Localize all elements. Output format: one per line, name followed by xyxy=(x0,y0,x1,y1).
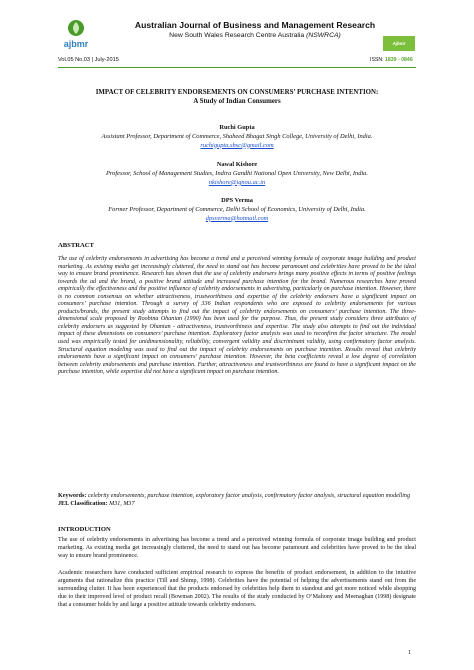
journal-title: Australian Journal of Business and Management Research xyxy=(134,20,376,30)
abstract-text: The use of celebrity endorsements in advertising has become a trend and a perceived winning formula of corporate image building and product marketing. As existing media get increasingly cluttered, the need to stand out has become paramount and celebrities have proved to be the ideal way to ensure brand prominence. Research has shown that the use of celebrity endorsers brings many positive effects in terms of positive feelings towards the ad and the brand, a positive brand attitude and increased purchase intention for the brand. Numerous researches have proved empirically the effectiveness and the positive influence of celebrity endorsements in advertising, particularly on purchase intention. However, there is no common consensus on whether attractiveness, trustworthiness and expertise of the celebrity endorsers have a significant impact on consumers’ purchase intention. Through a survey of 336 Indian respondents who are exposed to celebrity endorsements for various products/brands, the present study attempts to find out the impact of celebrity endorsements on consumers’ purchase intention. The three-dimensional scale proposed by Roobina Ohanian (1990) has been used for the purpose. Thus, the present study considers three attributes of celebrity endorsers as suggested by Ohanian - attractiveness, trustworthiness and expertise. The study also attempts to find out the individual impact of these dimensions on consumers’ purchase intention. Exploratory factor analysis was used to reconfirm the factor structure. The model used was empirically tested for unidimensionality, reliability, convergent validity and discriminant validity, using confirmatory factor analysis. Structural equation modeling was used to find out the impact of celebrity endorsements on purchase intention. Results reveal that celebrity endorsements have a significant impact on consumers’ purchase intention. However, the beta coefficients reveal a low degree of correlation between celebrity endorsements and purchase intention. Further, attractiveness and trustworthiness are found to have a significant impact on the purchase intention, while expertise did not have a significant impact on purchase intention. xyxy=(58,256,416,376)
author-block-1 xyxy=(58,124,416,150)
paper-title: IMPACT OF CELEBRITY ENDORSEMENTS ON CONSUMERS’ PURCHASE INTENTION: xyxy=(95,89,379,96)
author-email[interactable]: nkishore@ignou.ac.in xyxy=(208,178,266,186)
author-email[interactable]: ruchigupta.sbsc@gmail.com xyxy=(200,141,274,149)
keywords-line xyxy=(58,492,416,500)
keywords-block xyxy=(58,492,416,508)
paper-title-block xyxy=(58,88,416,106)
paper-subtitle: A Study of Indian Consumers xyxy=(193,98,281,105)
header-divider xyxy=(58,67,416,68)
intro-paragraph-1: The use of celebrity endorsements in advertising has become a trend and a perceived winning formula of corporate image building and product marketing. As existing media get increasingly cluttered, the need to stand out has become paramount and celebrities have proved to be the ideal way to ensure brand prominence. xyxy=(58,537,416,559)
keywords-label: Keywords: xyxy=(58,493,87,499)
issn-info xyxy=(370,57,413,63)
author-email[interactable]: dpsverma@hotmail.com xyxy=(205,214,269,222)
author-affiliation: Professor, School of Management Studies, Indira Gandhi National Open University, New Delhi, India. xyxy=(106,169,368,177)
author-block-3 xyxy=(58,197,416,223)
author-name: Nawal Kishore xyxy=(216,161,258,168)
volume-info: Vol.05 No.03 | July-2015 xyxy=(58,57,119,63)
publisher-name: New South Wales Research Centre Australia xyxy=(169,32,305,39)
author-name: Ruchi Gupta xyxy=(219,124,255,131)
jel-line xyxy=(58,500,416,508)
page-number: 1 xyxy=(408,650,411,656)
author-name: DPS Verma xyxy=(221,197,253,204)
intro-paragraph-2: Academic researchers have conducted sufficient empirical research to express the benefits of product endorsement, in addition to the intuitive arguments that rationalize this practice (Till and Shimp, 1998). Celebrities have the potential of helping the advertisements stand out from the surrounding clutter. It has been experienced that the products endorsed by celebrities help them to standout and get more noticed while shopping due to their improved level of product recall (Bowman 2002). The results of the study conducted by O’Mahony and Meenaghan (1998) designate that a consumer holds by and large a positive attitude towards celebrity endorsers. xyxy=(58,570,416,608)
author-affiliation: Former Professor, Department of Commerce, Delhi School of Economics, University of Delhi, India. xyxy=(108,205,366,213)
issn-value: 1839 - 0846 xyxy=(385,57,413,63)
author-block-2 xyxy=(58,161,416,187)
journal-badge: Ajbmr xyxy=(383,36,415,51)
introduction-heading: INTRODUCTION xyxy=(58,526,111,533)
author-affiliation: Assistant Professor, Department of Commerce, Shaheed Bhagat Singh College, University of Delhi, India. xyxy=(101,132,373,140)
journal-header xyxy=(100,20,410,41)
jel-label: JEL Classification: xyxy=(58,501,108,507)
issn-label: ISSN: xyxy=(370,57,384,63)
keywords-text: celebrity endorsements, purchase intention, exploratory factor analysis, confirmatory factor analysis, structural equation modelling xyxy=(87,493,410,499)
publisher-abbr: (NSWRCA) xyxy=(306,32,341,39)
jel-text: M31, M37 xyxy=(109,501,135,507)
logo-text: ajbmr xyxy=(63,39,89,49)
journal-logo xyxy=(58,18,94,52)
publisher-line xyxy=(100,31,410,41)
abstract-heading: ABSTRACT xyxy=(58,242,94,249)
